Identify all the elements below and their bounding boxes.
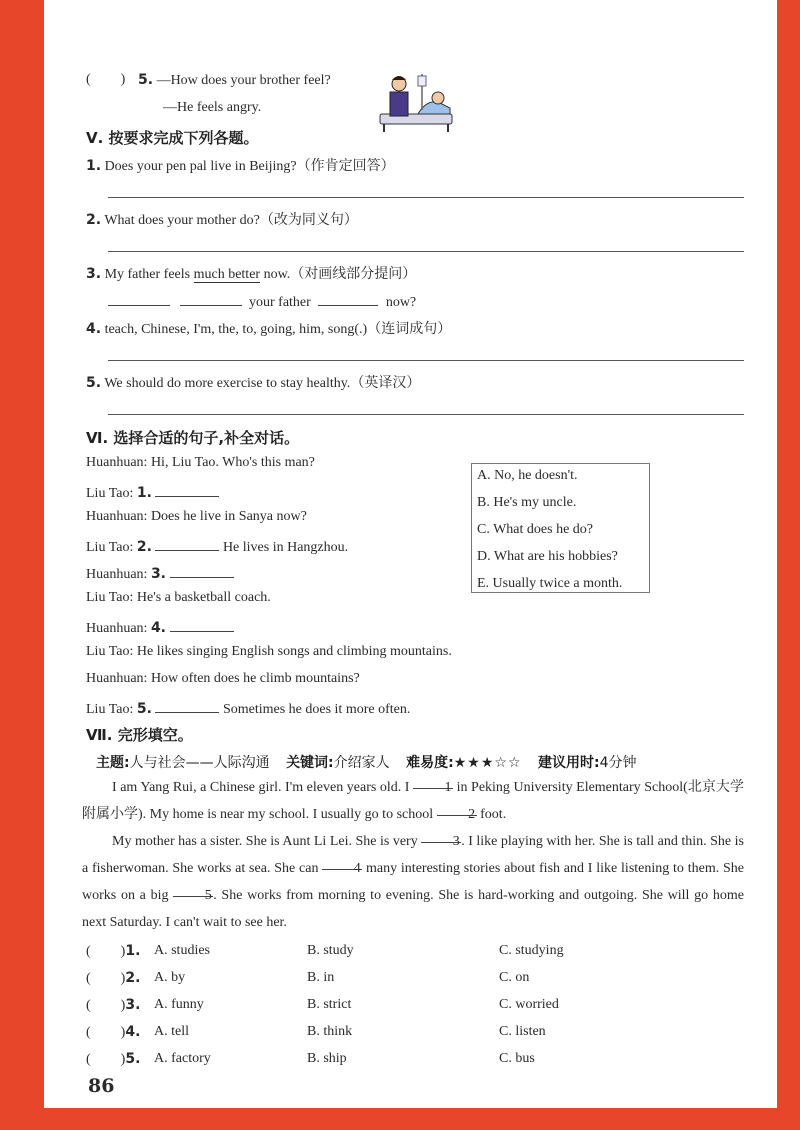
blank[interactable] xyxy=(170,563,234,578)
blank-3[interactable]: 3 xyxy=(421,828,461,843)
answer-bracket[interactable]: ( ) xyxy=(86,971,126,986)
s5-item-1: 1. Does your pen pal live in Beijing?（作肯定回答） xyxy=(86,158,395,174)
blank[interactable] xyxy=(155,482,219,497)
answer-line[interactable] xyxy=(108,360,744,361)
page-number: 86 xyxy=(88,1075,115,1097)
hospital-illustration xyxy=(378,70,456,134)
dialogue-line: Huanhuan: How often does he climb mountains? xyxy=(86,671,360,686)
cloze-question: ( )4. A. tell B. think C. listen xyxy=(86,1024,546,1040)
s5-item-5: 5. We should do more exercise to stay healthy.（英译汉） xyxy=(86,375,421,391)
dialogue-line: Huanhuan: Does he live in Sanya now? xyxy=(86,509,307,524)
answer-bracket[interactable]: ( ) xyxy=(86,944,126,959)
answer-bracket[interactable]: ( ) xyxy=(86,998,126,1013)
blank[interactable] xyxy=(155,698,219,713)
answer-line[interactable] xyxy=(108,197,744,198)
blank[interactable] xyxy=(155,536,219,551)
section-7-title: Ⅶ. 完形填空。 xyxy=(86,726,193,744)
s5-item-2: 2. What does your mother do?（改为同义句） xyxy=(86,212,358,228)
options-box xyxy=(471,463,650,593)
cloze-question: ( )5. A. factory B. ship C. bus xyxy=(86,1051,535,1067)
blank-5[interactable]: 5 xyxy=(173,882,213,897)
answer-bracket[interactable]: ( ) xyxy=(86,1025,126,1040)
s5-item-4: 4. teach, Chinese, I'm, the, to, going, him, song(.)（连词成句） xyxy=(86,321,452,337)
answer-line[interactable] xyxy=(108,414,744,415)
section-5-title: Ⅴ. 按要求完成下列各题。 xyxy=(86,129,259,147)
dialogue-line: Liu Tao: He's a basketball coach. xyxy=(86,590,271,605)
dialogue-line: Liu Tao: He likes singing English songs and climbing mountains. xyxy=(86,644,452,659)
dialogue-line: Huanhuan: Hi, Liu Tao. Who's this man? xyxy=(86,455,315,470)
section-6-title: Ⅵ. 选择合适的句子,补全对话。 xyxy=(86,429,300,447)
answer-bracket[interactable]: ( ) xyxy=(86,1052,126,1067)
dialogue-line: Liu Tao: 2. He lives in Hangzhou. xyxy=(86,536,348,556)
dialogue-line: Liu Tao: 5. Sometimes he does it more often. xyxy=(86,698,410,718)
s5-item-3: 3. My father feels much better now.（对画线部分提问） xyxy=(86,266,417,282)
dialogue-line: Liu Tao: 1. xyxy=(86,482,219,502)
dialogue-line: Huanhuan: 3. xyxy=(86,563,234,583)
cloze-question: ( )2. A. by B. in C. on xyxy=(86,970,530,986)
blank-1[interactable]: 1 xyxy=(413,774,453,789)
answer-bracket[interactable]: ( ) xyxy=(86,72,126,87)
s5-item-3-answer: your father now? xyxy=(108,291,416,311)
blank[interactable] xyxy=(318,291,378,306)
answer-line[interactable] xyxy=(108,251,744,252)
cloze-paragraph-1: I am Yang Rui, a Chinese girl. I'm eleven years old. I 1 in Peking University Elementary School(北京大学附属小学). My home is near my school. I usually go to school 2 foot. xyxy=(82,774,744,828)
blank-4[interactable]: 4 xyxy=(322,855,362,870)
option-a: A. No, he doesn't. xyxy=(477,468,578,483)
question-5-answer: —He feels angry. xyxy=(163,100,262,115)
cloze-question: ( )1. A. studies B. study C. studying xyxy=(86,943,564,959)
blank-2[interactable]: 2 xyxy=(437,801,477,816)
blank[interactable] xyxy=(108,291,170,306)
dialogue-line: Huanhuan: 4. xyxy=(86,617,234,637)
blank[interactable] xyxy=(180,291,242,306)
cloze-question: ( )3. A. funny B. strict C. worried xyxy=(86,997,559,1013)
question-5: 5. —How does your brother feel? xyxy=(138,72,331,88)
option-b: B. He's my uncle. xyxy=(477,495,577,510)
cloze-paragraph-2: My mother has a sister. She is Aunt Li Lei. She is very 3 . I like playing with her. She is tall and thin. She is a fisherwoman. She works at sea. She can 4 many interesting stories about fish and I like listening to them. She works on a big 5 . She works from morning to evening. She is hard-working and outgoing. She will go home next Saturday. I can't wait to see her. xyxy=(82,828,744,936)
blank[interactable] xyxy=(170,617,234,632)
option-c: C. What does he do? xyxy=(477,522,593,537)
topic-bar: 主题:人与社会——人际沟通 关键词:介绍家人 难易度:★★★☆☆ 建议用时:4分钟 xyxy=(96,755,637,771)
option-d: D. What are his hobbies? xyxy=(477,549,618,564)
option-e: E. Usually twice a month. xyxy=(477,576,623,591)
